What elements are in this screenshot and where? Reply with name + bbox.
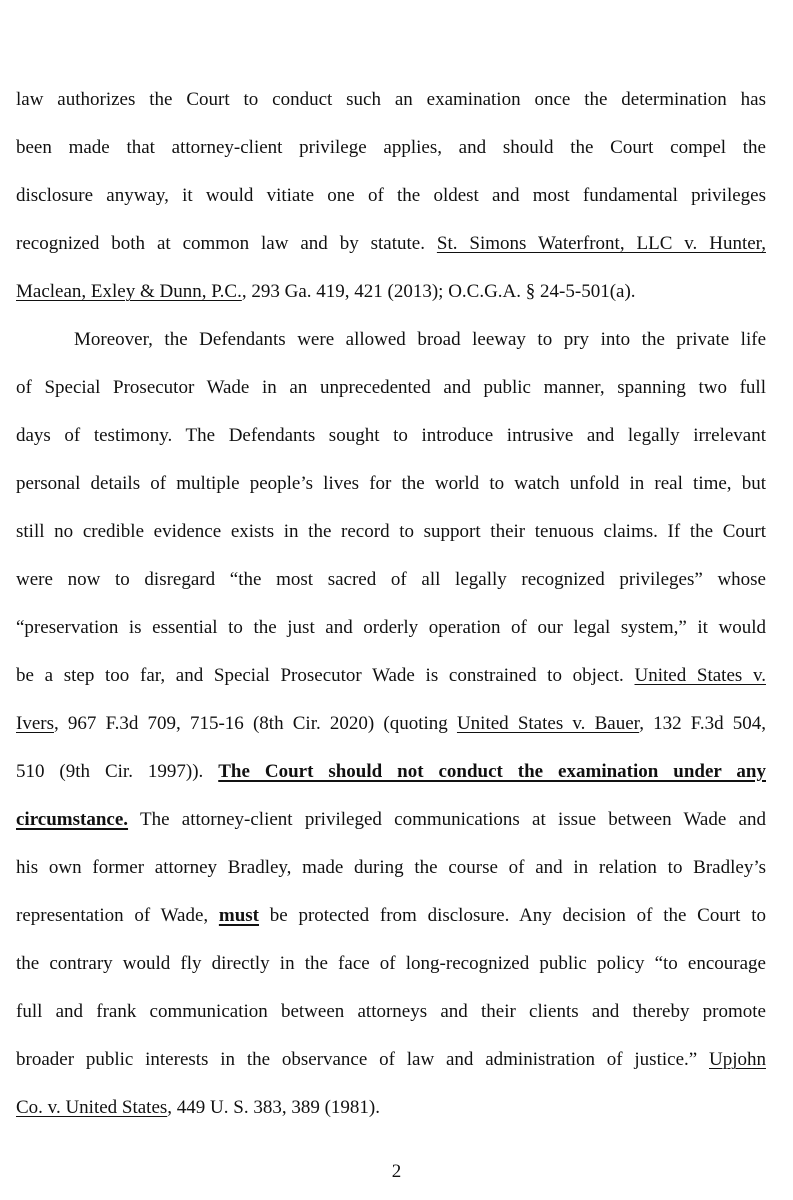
paragraph-line: still no credible evidence exists in the record to support their tenuous claims. If the Court <box>16 521 766 542</box>
paragraph-line: of Special Prosecutor Wade in an unprecedented and public manner, spanning two full <box>16 377 766 398</box>
case-citation: Upjohn <box>709 1049 766 1070</box>
paragraph-line: Co. v. United States, 449 U. S. 383, 389 (1981). <box>16 1097 380 1118</box>
case-citation: Ivers <box>16 713 54 734</box>
paragraph-line: been made that attorney-client privilege applies, and should the Court compel the <box>16 137 766 158</box>
paragraph-line: “preservation is essential to the just and orderly operation of our legal system,” it would <box>16 617 766 638</box>
paragraph-line: 510 (9th Cir. 1997)). The Court should not conduct the examination under any <box>16 761 766 782</box>
emphasis-bold: The Court should not conduct the examination under any <box>218 761 766 782</box>
emphasis-bold: must <box>218 905 260 926</box>
paragraph-line: were now to disregard “the most sacred of all legally recognized privileges” whose <box>16 569 766 590</box>
page-number: 2 <box>391 1161 402 1182</box>
paragraph-line: personal details of multiple people’s lives for the world to watch unfold in real time, but <box>16 473 766 494</box>
paragraph-line: Maclean, Exley & Dunn, P.C., 293 Ga. 419, 421 (2013); O.C.G.A. § 24-5-501(a). <box>16 281 636 302</box>
paragraph-line: circumstance. The attorney-client privileged communications at issue between Wade and <box>16 809 766 830</box>
case-citation: St. Simons Waterfront, LLC v. Hunter, <box>436 233 766 254</box>
case-citation: Co. v. United States <box>16 1097 168 1118</box>
case-citation: Maclean, Exley & Dunn, P.C. <box>16 281 242 302</box>
paragraph-line: Ivers, 967 F.3d 709, 715-16 (8th Cir. 2020) (quoting United States v. Bauer, 132 F.3d 504, <box>16 713 766 734</box>
case-citation: United States v. Bauer <box>456 713 640 734</box>
paragraph-line: recognized both at common law and by statute. St. Simons Waterfront, LLC v. Hunter, <box>16 233 766 254</box>
paragraph-first-line: Moreover, the Defendants were allowed broad leeway to pry into the private life <box>74 329 766 350</box>
paragraph-line: the contrary would fly directly in the face of long-recognized public policy “to encourage <box>16 953 766 974</box>
paragraph-line: be a step too far, and Special Prosecutor Wade is constrained to object. United States v. <box>16 665 766 686</box>
paragraph-line: full and frank communication between attorneys and their clients and thereby promote <box>16 1001 766 1022</box>
case-citation: United States v. <box>634 665 766 686</box>
paragraph-line: law authorizes the Court to conduct such an examination once the determination has <box>16 89 766 110</box>
paragraph-line: days of testimony. The Defendants sought to introduce intrusive and legally irrelevant <box>16 425 766 446</box>
emphasis-bold: circumstance. <box>16 809 129 830</box>
paragraph-line: disclosure anyway, it would vitiate one of the oldest and most fundamental privileges <box>16 185 766 206</box>
paragraph-line: representation of Wade, must be protected from disclosure. Any decision of the Court to <box>16 905 766 926</box>
paragraph-line: broader public interests in the observance of law and administration of justice.” Upjohn <box>16 1049 766 1070</box>
paragraph-line: his own former attorney Bradley, made during the course of and in relation to Bradley’s <box>16 857 766 878</box>
